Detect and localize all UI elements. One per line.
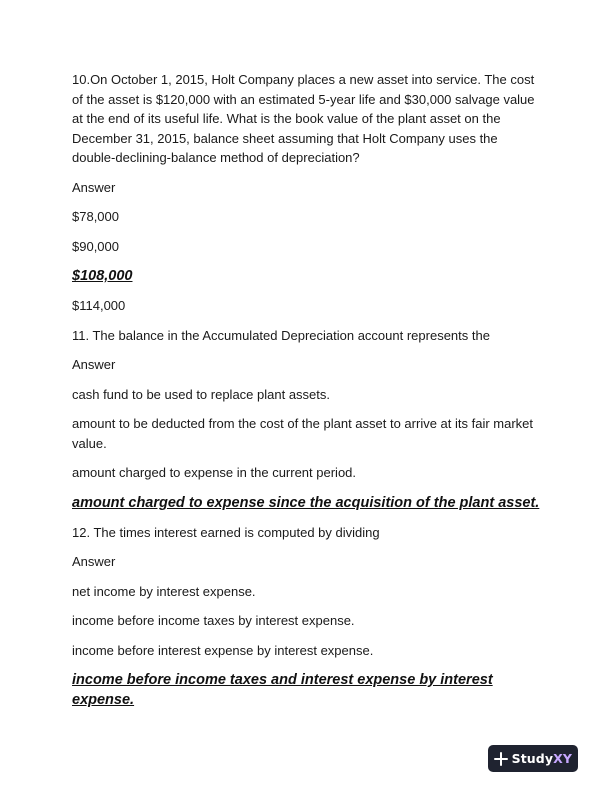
document-page <box>72 70 544 720</box>
question-block-12 <box>72 523 544 711</box>
answer-option: $90,000 <box>72 238 119 254</box>
studyxy-logo <box>488 745 578 772</box>
answer-option: cash fund to be used to replace plant assets. <box>72 386 331 402</box>
question-block-10 <box>72 70 544 316</box>
logo-text <box>512 751 572 766</box>
answer-label: Answer <box>72 179 116 195</box>
answer-option: net income by interest expense. <box>72 583 256 599</box>
correct-answer-option: amount charged to expense since the acquisition of the plant asset. <box>72 494 540 511</box>
answer-option: amount to be deducted from the cost of the plant asset to arrive at its fair market value. <box>72 416 534 451</box>
answer-option: income before interest expense by interest expense. <box>72 642 374 658</box>
correct-answer-option: income before income taxes and interest expense by interest expense. <box>72 672 493 708</box>
answer-option: income before income taxes by interest expense. <box>72 613 355 628</box>
answer-label: Answer <box>72 357 116 372</box>
question-text: 12. The times interest earned is computed by dividing <box>72 524 380 540</box>
question-text: 10.On October 1, 2015, Holt Company places a new asset into service. The cost of the asset is $120,000 with an estimated 5-year life and $30,000 salvage value at the end of its useful life. What is the book value of the plant asset on the December 31, 2015, balance sheet assuming that Holt Company uses the double-declining-balance method of depreciation? <box>72 72 535 165</box>
logo-text-main: Study <box>511 751 554 766</box>
logo-text-accent: XY <box>553 751 572 766</box>
plus-icon <box>494 752 508 766</box>
correct-answer-option: $108,000 <box>72 268 133 284</box>
question-text: 11. The balance in the Accumulated Depreciation account represents the <box>72 327 490 343</box>
answer-option: $78,000 <box>72 209 119 224</box>
answer-label: Answer <box>72 554 116 569</box>
answer-option: $114,000 <box>72 298 126 313</box>
question-block-11 <box>72 326 544 513</box>
answer-option: amount charged to expense in the current period. <box>72 465 357 480</box>
